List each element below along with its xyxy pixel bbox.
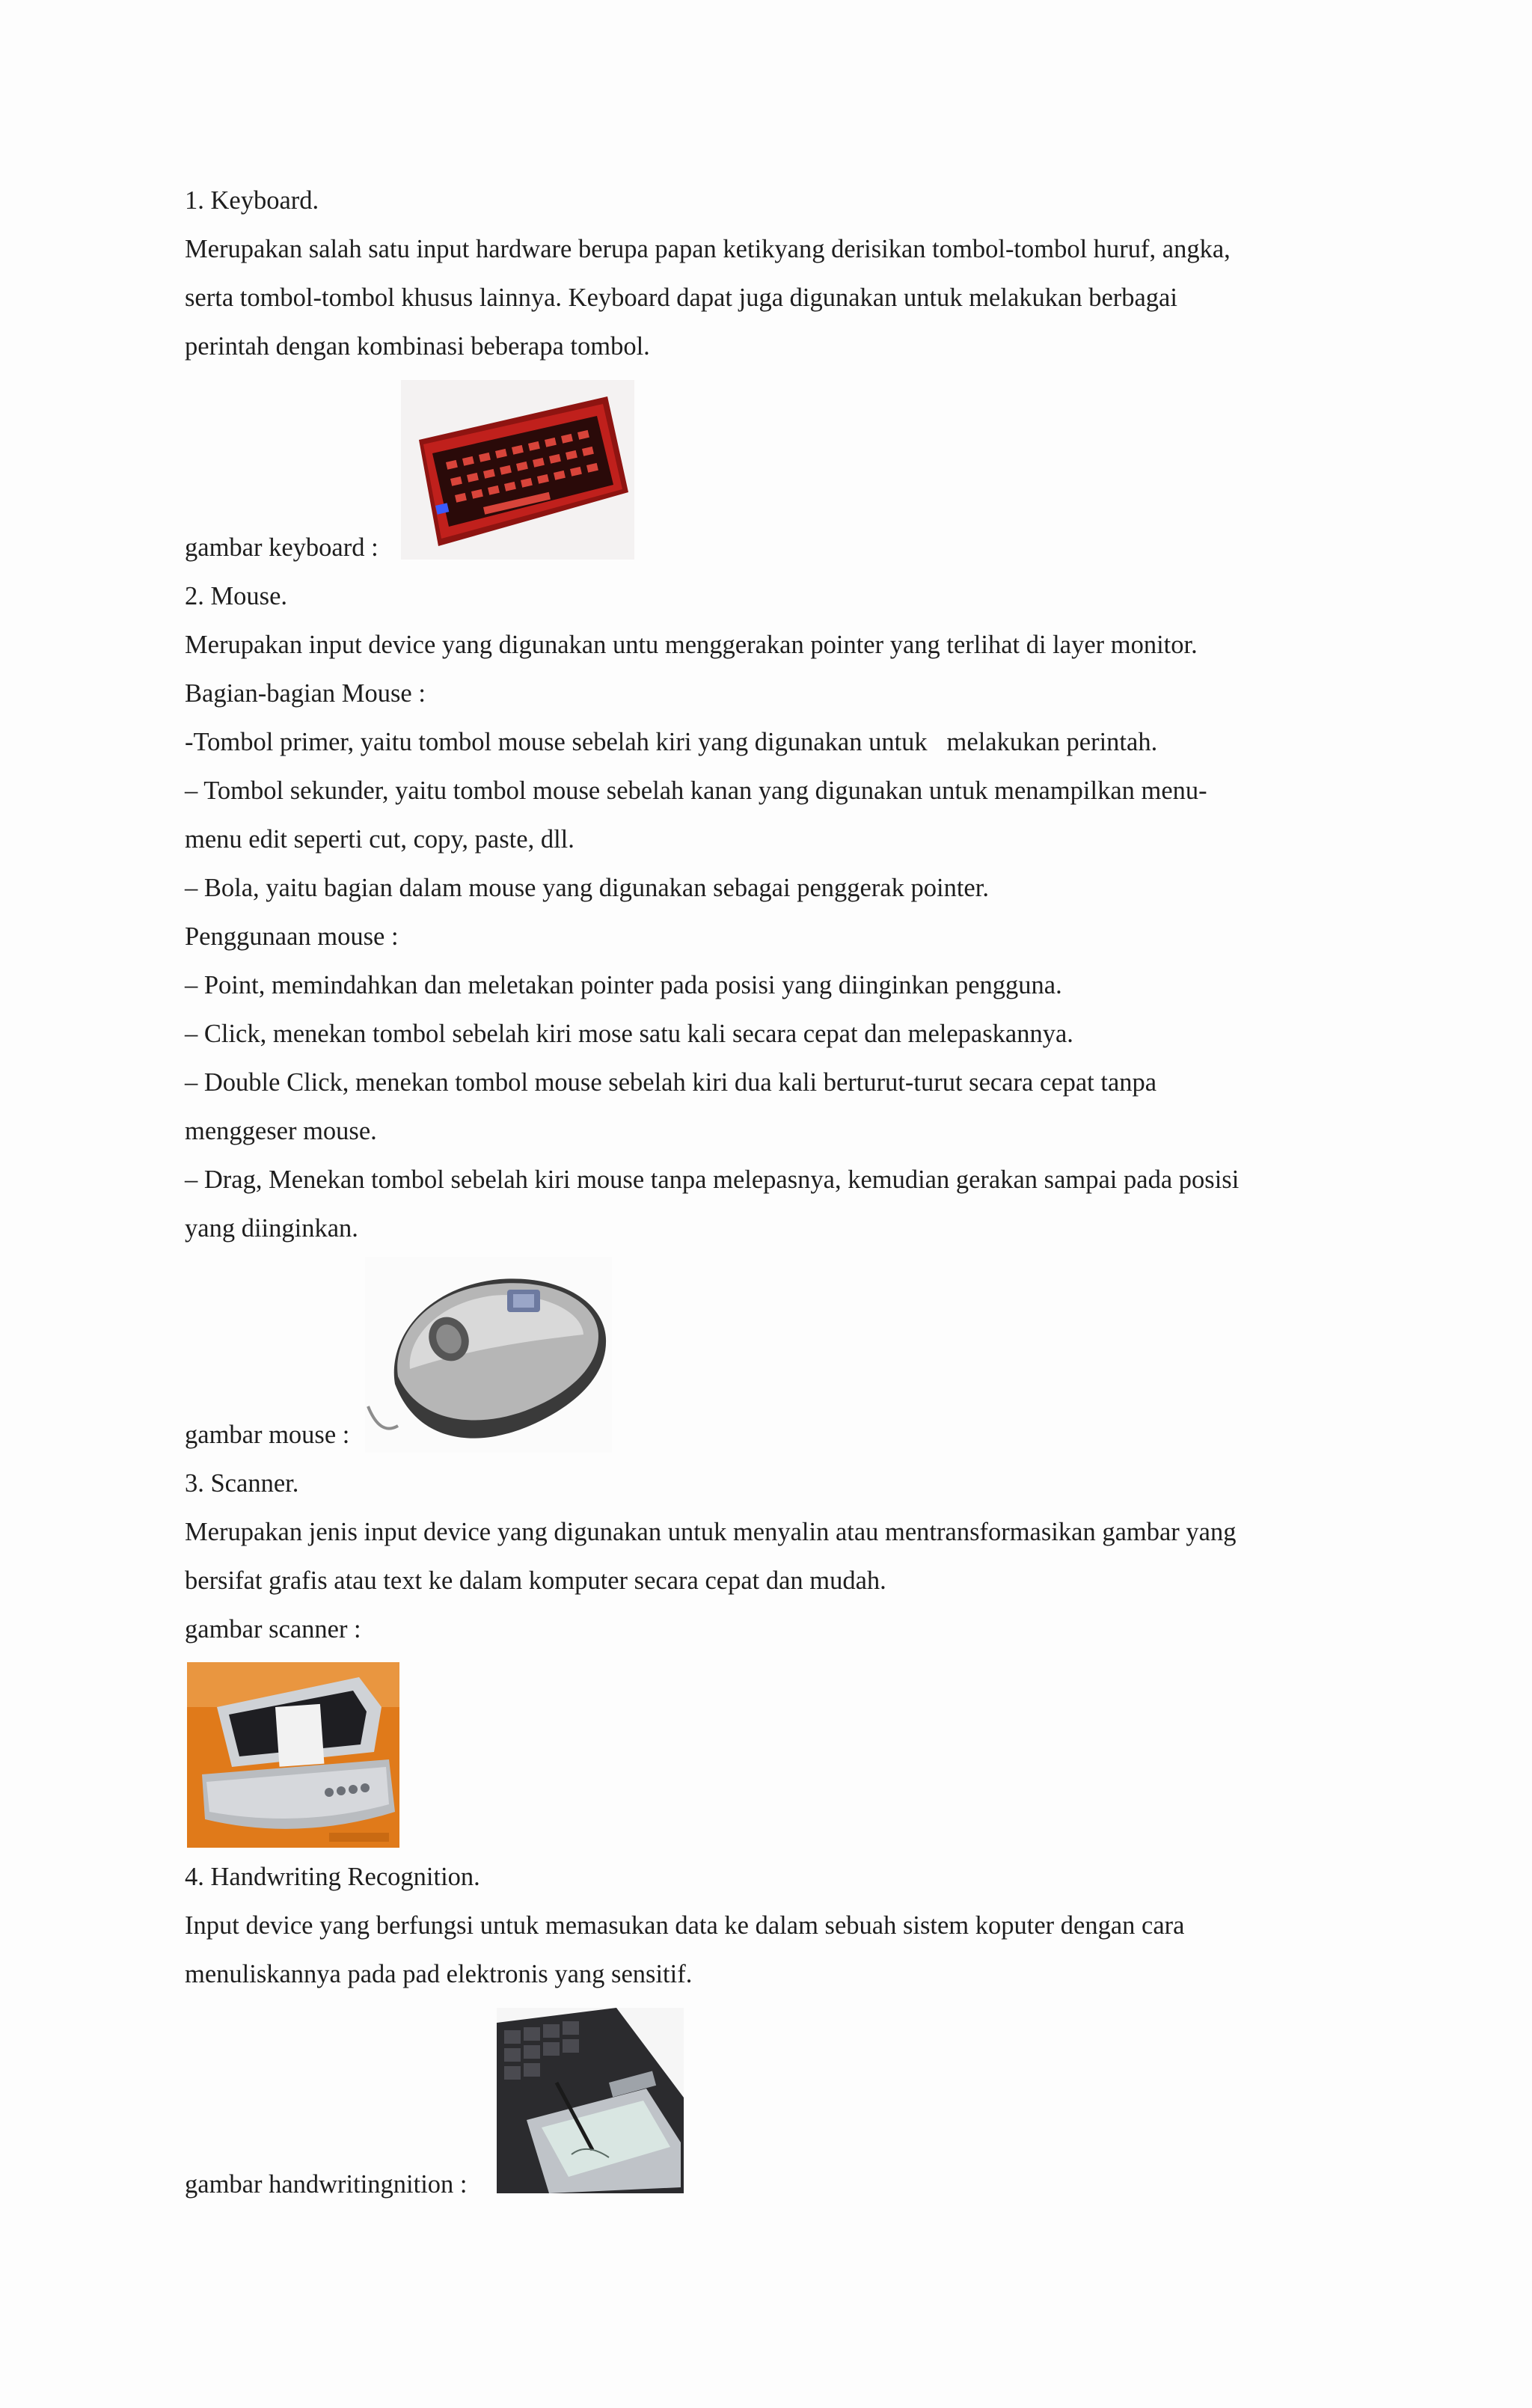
keyboard-para-line-2: serta tombol-tombol khusus lainnya. Keyboard dapat juga digunakan untuk melakukan berbagai bbox=[185, 284, 1177, 312]
mouse-part-line-4: – Bola, yaitu bagian dalam mouse yang digunakan sebagai penggerak pointer. bbox=[185, 874, 989, 902]
mouse-usage-line-1: – Point, memindahkan dan meletakan pointer pada posisi yang diinginkan pengguna. bbox=[185, 971, 1062, 999]
mouse-part-line-1: -Tombol primer, yaitu tombol mouse sebelah kiri yang digunakan untuk melakukan perintah. bbox=[185, 728, 1158, 756]
mouse-part-line-3: menu edit seperti cut, copy, paste, dll. bbox=[185, 825, 574, 854]
mouse-usage-line-4: menggeser mouse. bbox=[185, 1117, 377, 1145]
handwriting-caption: gambar handwritingnition : bbox=[185, 2170, 468, 2199]
scanner-para-line-2: bersifat grafis atau text ke dalam komputer secara cepat dan mudah. bbox=[185, 1566, 886, 1595]
mouse-heading: 2. Mouse. bbox=[185, 582, 288, 610]
keyboard-para-line-3: perintah dengan kombinasi beberapa tombol. bbox=[185, 332, 650, 361]
mouse-part-line-2: – Tombol sekunder, yaitu tombol mouse sebelah kanan yang digunakan untuk menampilkan menu- bbox=[185, 776, 1207, 805]
scanner-heading: 3. Scanner. bbox=[185, 1469, 299, 1498]
keyboard-heading: 1. Keyboard. bbox=[185, 186, 319, 215]
mouse-usage-line-5: – Drag, Menekan tombol sebelah kiri mouse tanpa melepasnya, kemudian gerakan sampai pada posisi bbox=[185, 1165, 1240, 1194]
mouse-intro: Merupakan input device yang digunakan untu menggerakan pointer yang terlihat di layer monitor. bbox=[185, 631, 1198, 659]
keyboard-caption: gambar keyboard : bbox=[185, 533, 379, 562]
handwriting-para-line-2: menuliskannya pada pad elektronis yang sensitif. bbox=[185, 1960, 693, 1988]
handwriting-pad-image bbox=[497, 2008, 684, 2193]
scanner-caption: gambar scanner : bbox=[185, 1615, 361, 1643]
mouse-image bbox=[365, 1257, 612, 1453]
handwriting-para-line-1: Input device yang berfungsi untuk memasukan data ke dalam sebuah sistem koputer dengan cara bbox=[185, 1911, 1185, 1940]
mouse-usage-line-3: – Double Click, menekan tombol mouse sebelah kiri dua kali berturut-turut secara cepat tanpa bbox=[185, 1068, 1157, 1097]
scanner-para-line-1: Merupakan jenis input device yang digunakan untuk menyalin atau mentransformasikan gambar yang bbox=[185, 1518, 1237, 1546]
keyboard-para-line-1: Merupakan salah satu input hardware berupa papan ketikyang derisikan tombol-tombol huruf, angka, bbox=[185, 235, 1231, 263]
mouse-parts-title: Bagian-bagian Mouse : bbox=[185, 679, 426, 708]
mouse-usage-line-6: yang diinginkan. bbox=[185, 1214, 358, 1243]
handwriting-heading: 4. Handwriting Recognition. bbox=[185, 1863, 480, 1891]
keyboard-image bbox=[401, 380, 634, 560]
mouse-usage-line-2: – Click, menekan tombol sebelah kiri mose satu kali secara cepat dan melepaskannya. bbox=[185, 1020, 1073, 1048]
scanner-image bbox=[187, 1662, 399, 1848]
mouse-usage-title: Penggunaan mouse : bbox=[185, 922, 399, 951]
mouse-caption: gambar mouse : bbox=[185, 1421, 350, 1449]
